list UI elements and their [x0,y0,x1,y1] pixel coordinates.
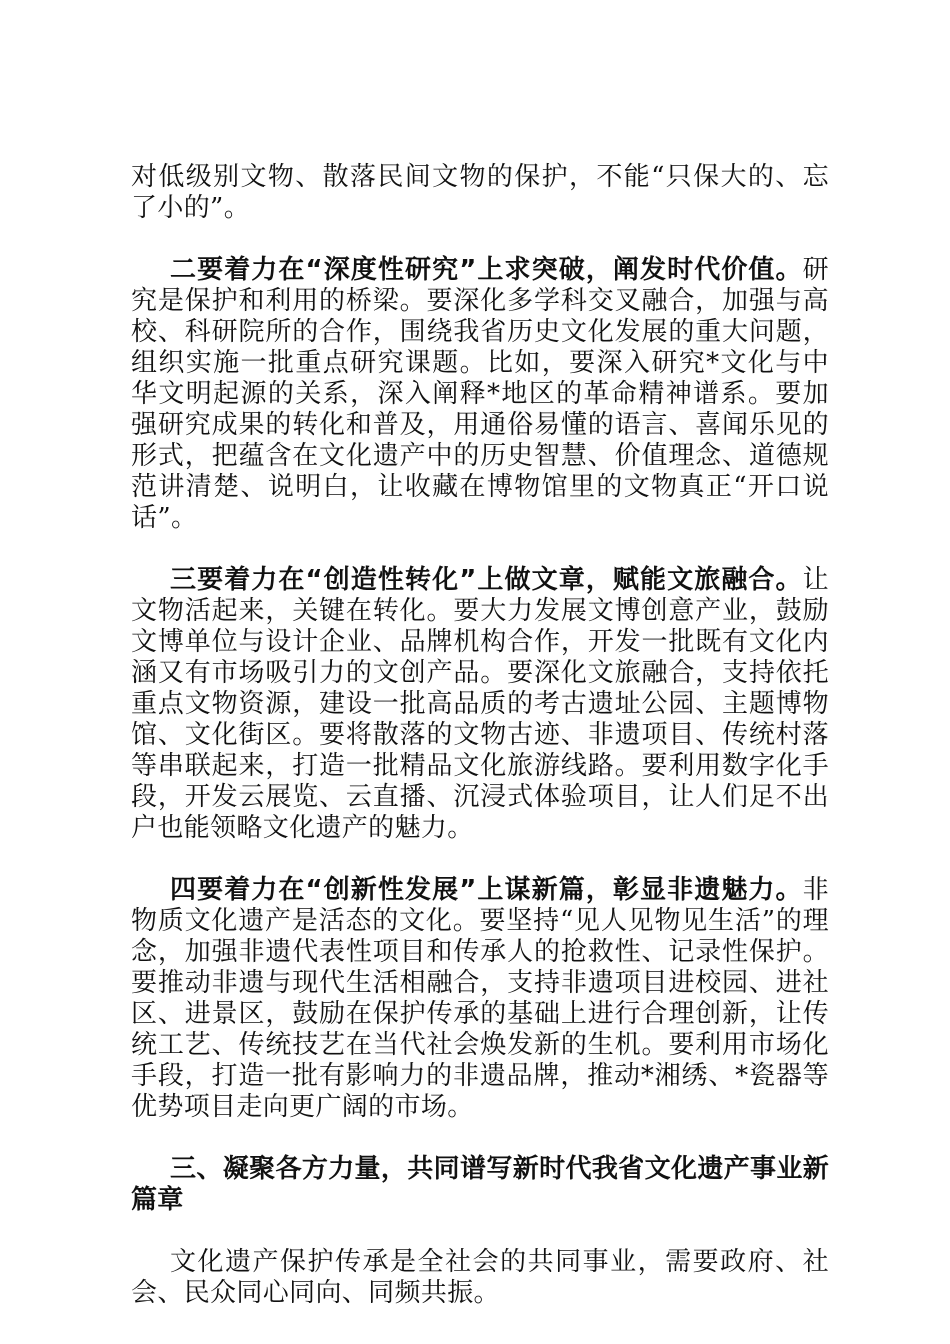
paragraph-research [131,255,829,534]
paragraph-lead: 四要着力在“创新性发展”上谋新篇，彰显非遗魅力。 [170,875,803,905]
paragraph-text: 非物质文化遗产是活态的文化。要坚持“见人见物见生活”的理念，加强非遗代表性项目和传承人的抢救性、记录性保护。要推动非遗与现代生活相融合，支持非遗项目进校园、进社区、进景区，鼓励在保护传承的基础上进行合理创新，让传统工艺、传统技艺在当代社会焕发新的生机。要利用市场化手段，打造一批有影响力的非遗品牌，推动*湘绣、*瓷器等优势项目走向更广阔的市场。 [131,875,829,1122]
paragraph-transformation [131,565,829,844]
paragraph-continued [131,162,829,224]
paragraph-innovation [131,875,829,1123]
paragraph-text: 文化遗产保护传承是全社会的共同事业，需要政府、社会、民众同心同向、同频共振。 [131,1247,829,1308]
paragraph-text: 研究是保护和利用的桥梁。要深化多学科交叉融合，加强与高校、科研院所的合作，围绕我省历史文化发展的重大问题，组织实施一批重点研究课题。比如，要深入研究*文化与中华文明起源的关系，深入阐释*地区的革命精神谱系。要加强研究成果的转化和普及，用通俗易懂的语言、喜闻乐见的形式，把蕴含在文化遗产中的历史智慧、价值理念、道德规范讲清楚、说明白，让收藏在博物馆里的文物真正“开口说话”。 [131,255,829,533]
paragraph-text: 对低级别文物、散落民间文物的保护，不能“只保大的、忘了小的”。 [131,162,829,223]
paragraph-closing [131,1247,829,1309]
paragraph-text: 让文物活起来，关键在转化。要大力发展文博创意产业，鼓励文博单位与设计企业、品牌机构合作，开发一批既有文化内涵又有市场吸引力的文创产品。要深化文旅融合，支持依托重点文物资源，建设一批高品质的考古遗址公园、主题博物馆、文化街区。要将散落的文物古迹、非遗项目、传统村落等串联起来，打造一批精品文化旅游线路。要利用数字化手段，开发云展览、云直播、沉浸式体验项目，让人们足不出户也能领略文化遗产的魅力。 [131,565,829,843]
paragraph-lead: 三要着力在“创造性转化”上做文章，赋能文旅融合。 [170,565,803,595]
section-heading: 三、凝聚各方力量，共同谱写新时代我省文化遗产事业新篇章 [131,1154,829,1215]
document-page [131,162,829,1340]
paragraph-lead: 二要着力在“深度性研究”上求突破，阐发时代价值。 [170,255,803,285]
